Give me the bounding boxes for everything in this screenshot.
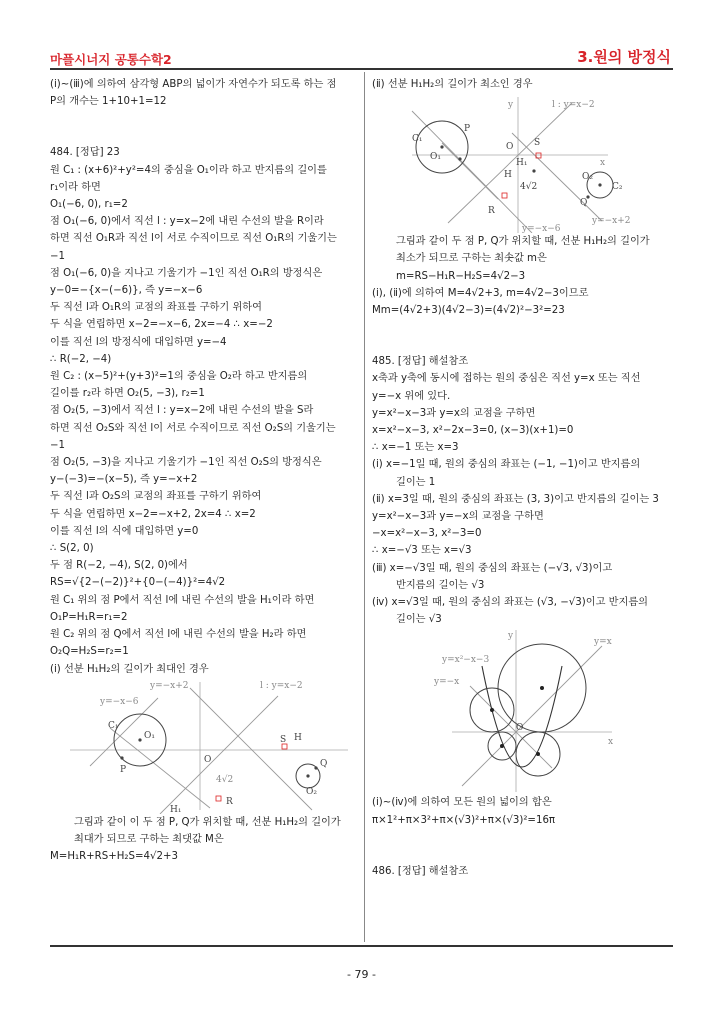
text-line: (ⅰ) 선분 H₁H₂의 길이가 최대인 경우 <box>50 663 209 675</box>
text-line: x축과 y축에 동시에 접하는 원의 중심은 직선 y=x 또는 직선 <box>372 373 641 385</box>
fig1-label: l : y=x−2 <box>260 680 303 691</box>
fig2-label: H₁ <box>516 158 528 169</box>
text-line: O₁P=H₁R=r₁=2 <box>50 611 128 623</box>
fig2-label: y=−x−6 <box>522 224 561 234</box>
text-line: 하면 직선 O₁R과 직선 l이 서로 수직이므로 직선 O₁R의 기울기는 <box>50 233 337 245</box>
text-line: y=−x 위에 있다. <box>372 390 451 402</box>
fig1-label: O₂ <box>306 786 317 797</box>
center-dot <box>500 744 504 748</box>
fig2-label: x <box>600 158 606 169</box>
line-l <box>190 688 312 810</box>
text-line: Mm=(4√2+3)(4√2−3)=(4√2)²−3²=23 <box>372 305 565 317</box>
fig3-label: x <box>608 737 614 748</box>
header-book-title: 마플시너지 공통수학2 <box>50 52 172 67</box>
fig2-label: O₁ <box>430 152 441 163</box>
fig2-label: C₂ <box>612 182 623 193</box>
fig2-label: l : y=x−2 <box>552 100 595 111</box>
text-line: 원 C₁ : (x+6)²+y²=4의 중심을 O₁이라 하고 반지름의 길이를 <box>50 164 327 176</box>
fig1-label: P <box>120 764 127 775</box>
fig1-label: O <box>204 754 212 765</box>
text-line: ∴ x=−√3 또는 x=√3 <box>372 545 472 557</box>
text-line: 점 O₁(−6, 0)에서 직선 l : y=x−2에 내린 수선의 발을 R이라 <box>50 216 324 228</box>
fig2-label: Q <box>580 198 588 209</box>
text-line: 점 O₂(5, −3)에서 직선 l : y=x−2에 내린 수선의 발을 S라 <box>50 405 314 417</box>
fig2-label: S <box>534 138 541 149</box>
text-line: (ⅰ), (ⅱ)에 의하여 M=4√2+3, m=4√2−3이므로 <box>372 287 589 299</box>
fig1-label: C₁ <box>108 720 119 731</box>
problem-485-heading: 485. [정답] 해설참조 <box>372 356 469 368</box>
figure-max-case <box>50 678 350 814</box>
line-o1-r <box>442 143 498 199</box>
text-line: O₁(−6, 0), r₁=2 <box>50 199 128 211</box>
fig3-label: y=x²−x−3 <box>442 655 490 666</box>
text-line: 두 식을 연립하면 x−2=−x−6, 2x=−4 ∴ x=−2 <box>50 319 273 331</box>
text-line: RS=√{2−(−2)}²+{0−(−4)}²=4√2 <box>50 577 226 589</box>
right-column <box>372 76 674 880</box>
fig1-label: S <box>280 734 287 745</box>
footer-rule <box>50 945 673 947</box>
text-line: 두 직선 l과 O₂S의 교점의 좌표를 구하기 위하여 <box>50 491 262 503</box>
point-p <box>120 756 123 759</box>
text-line: 길이를 r₂라 하면 O₂(5, −3), r₂=1 <box>50 388 205 400</box>
column-divider <box>364 72 365 942</box>
text-line: 이를 직선 l의 식에 대입하면 y=0 <box>50 525 199 537</box>
fig2-label: O₂ <box>582 172 593 183</box>
text-line: 원 C₂ 위의 점 Q에서 직선 l에 내린 수선의 발을 H₂라 하면 <box>50 629 307 641</box>
fig2-label: H <box>504 170 512 181</box>
fig3-label: y=x <box>594 637 612 648</box>
text-line: 최대가 되므로 구하는 최댓값 M은 <box>74 833 224 845</box>
text-line: (ⅲ) x=−√3일 때, 원의 중심의 좌표는 (−√3, √3)이고 <box>372 562 613 574</box>
problem-484-heading: 484. [정답] 23 <box>50 147 120 159</box>
center-o2 <box>598 184 601 187</box>
right-angle-h <box>502 193 507 198</box>
text-line: m=RS−H₁R−H₂S=4√2−3 <box>396 270 526 282</box>
figure-tangent-circles <box>372 628 672 794</box>
fig2-label: y <box>508 100 514 111</box>
text-line: ∴ R(−2, −4) <box>50 353 112 365</box>
fig2-label: R <box>488 206 495 217</box>
right-angle-r <box>216 796 221 801</box>
text-line: 점 O₂(5, −3)을 지나고 기울기가 −1인 직선 O₂S의 방정식은 <box>50 457 322 469</box>
line-l <box>448 103 572 223</box>
text-line: π×1²+π×3²+π×(√3)²+π×(√3)²=16π <box>372 814 556 826</box>
text-line: (ⅱ) x=3일 때, 원의 중심의 좌표는 (3, 3)이고 반지름의 길이는 3 <box>372 493 659 505</box>
fig3-label: y <box>508 631 514 642</box>
text-line: (ⅳ) x=√3일 때, 원의 중심의 좌표는 (√3, −√3)이고 반지름의 <box>372 597 649 609</box>
text-line: 두 점 R(−2, −4), S(2, 0)에서 <box>50 560 188 572</box>
text-line: 원 C₂ : (x−5)²+(y+3)²=1의 중심을 O₂라 하고 반지름의 <box>50 371 308 383</box>
fig2-label: P <box>464 124 471 135</box>
fig1-label: y=−x−6 <box>100 696 139 707</box>
fig1-label: O₁ <box>144 730 155 741</box>
fig3-label: y=−x <box>434 677 460 688</box>
text-line: 반지름의 길이는 √3 <box>396 579 485 591</box>
text-line: M=H₁R+RS+H₂S=4√2+3 <box>50 851 178 863</box>
line-neg-x-minus-6 <box>412 111 532 233</box>
text-line: (ⅰ) x=−1일 때, 원의 중심의 좌표는 (−1, −1)이고 반지름의 <box>372 459 641 471</box>
text-line: (ⅱ) 선분 H₁H₂의 길이가 최소인 경우 <box>372 79 533 90</box>
center-o2 <box>306 774 309 777</box>
fig1-label: H₁ <box>170 804 182 814</box>
text-line: 그림과 같이 두 점 P, Q가 위치할 때, 선분 H₁H₂의 길이가 <box>396 236 650 248</box>
text-line: O₂Q=H₂S=r₂=1 <box>50 646 129 658</box>
text-line: 이를 직선 l의 방정식에 대입하면 y=−4 <box>50 336 227 348</box>
text-line: −1 <box>50 439 66 451</box>
text-line: −x=x²−x−3, x²−3=0 <box>372 528 482 540</box>
center-dot <box>536 752 540 756</box>
text-line: y−0=−{x−(−6)}, 즉 y=−x−6 <box>50 285 203 297</box>
parabola <box>482 666 562 767</box>
text-line: −1 <box>50 250 66 262</box>
center-dot <box>540 686 544 690</box>
point-h1 <box>532 170 535 173</box>
text-line: (ⅰ)~(ⅳ)에 의하여 모든 원의 넓이의 합은 <box>372 797 552 809</box>
text-line: 최소가 되므로 구하는 최솟값 m은 <box>396 253 547 265</box>
text-line: (ⅰ)~(ⅲ)에 의하여 삼각형 ABP의 넓이가 자연수가 되도록 하는 점 <box>50 79 337 90</box>
fig1-label: 4√2 <box>216 774 234 785</box>
fig3-label: O <box>516 723 524 734</box>
fig2-label: C₁ <box>412 134 423 145</box>
text-line: x=x²−x−3, x²−2x−3=0, (x−3)(x+1)=0 <box>372 425 574 437</box>
text-line: r₁이라 하면 <box>50 181 101 193</box>
text-line: 그림과 같이 이 두 점 P, Q가 위치할 때, 선분 H₁H₂의 길이가 <box>74 816 341 828</box>
text-line: y=x²−x−3과 y=x의 교점을 구하면 <box>372 407 536 419</box>
text-line: 원 C₁ 위의 점 P에서 직선 l에 내린 수선의 발을 H₁이라 하면 <box>50 594 315 606</box>
text-line: ∴ x=−1 또는 x=3 <box>372 442 459 454</box>
left-column <box>50 76 358 865</box>
header-chapter-title: 3.원의 방정식 <box>577 48 671 66</box>
point-p <box>458 158 461 161</box>
text-line: y=x²−x−3과 y=−x의 교점을 구하면 <box>372 511 544 523</box>
fig1-label: y=−x+2 <box>150 680 189 691</box>
text-line: y−(−3)=−(x−5), 즉 y=−x+2 <box>50 474 198 486</box>
fig1-label: Q <box>320 758 328 769</box>
problem-486-heading: 486. [정답] 해설참조 <box>372 865 469 877</box>
page-number: - 79 - <box>347 968 376 981</box>
fig2-label: 4√2 <box>520 182 538 193</box>
text-line: 두 식을 연립하면 x−2=−x+2, 2x=4 ∴ x=2 <box>50 508 256 520</box>
text-line: ∴ S(2, 0) <box>50 543 94 555</box>
center-dot <box>490 708 494 712</box>
figure-min-case <box>372 93 672 233</box>
text-line: 하면 직선 O₂S와 직선 l이 서로 수직이므로 직선 O₂S의 기울기는 <box>50 422 336 434</box>
text-line: 두 직선 l과 O₁R의 교점의 좌표를 구하기 위하여 <box>50 302 262 314</box>
center-o1 <box>138 738 141 741</box>
fig2-label: O <box>506 142 514 153</box>
text-line: P의 개수는 1+10+1=12 <box>50 96 167 108</box>
center-o1 <box>440 146 443 149</box>
text-line: 점 O₁(−6, 0)을 지나고 기울기가 −1인 직선 O₁R의 방정식은 <box>50 267 323 279</box>
fig1-label: H <box>294 732 302 743</box>
fig1-label: R <box>226 796 233 807</box>
fig2-label: y=−x+2 <box>592 216 631 227</box>
text-line: 길이는 √3 <box>396 614 442 626</box>
header-rule <box>50 68 673 70</box>
text-line: 길이는 1 <box>396 476 436 488</box>
point-q <box>314 766 317 769</box>
